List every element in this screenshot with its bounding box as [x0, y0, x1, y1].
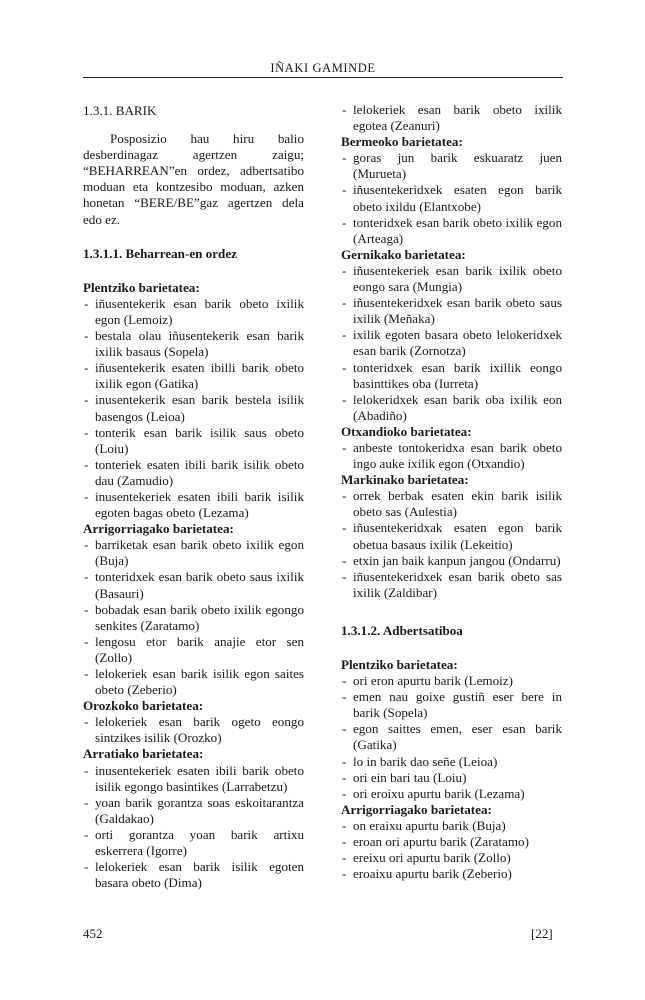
left-groups	[83, 280, 304, 892]
example-item: - emen nau goixe gustiñ eser bere in barik (Sopela)	[341, 689, 562, 721]
example-item: - ori eroixu apurtu barik (Lezama)	[341, 786, 562, 802]
header-rule	[83, 77, 563, 78]
example-item: - iñusentekerik esan barik obeto ixilik egon (Lemoiz)	[83, 296, 304, 328]
example-item: - on eraixu apurtu barik (Buja)	[341, 818, 562, 834]
example-item: - lelokeriek esan barik obeto ixilik egotea (Zeanuri)	[341, 102, 562, 134]
right-groups	[341, 134, 562, 601]
example-item: - ori eron apurtu barik (Lemoiz)	[341, 673, 562, 689]
example-item: - ixilik egoten basara obeto lelokeridxek esan barik (Zornotza)	[341, 327, 562, 359]
intro-paragraph: Posposizio hau hiru balio desberdinagaz agertzen zaigu; “BEHARREAN”en ordez, adbertsatibo moduan eta kontzesibo moduan, azken honetan “BERE/BE”gaz agertzen dela edo ez.	[83, 131, 304, 227]
variety-heading: Plentziko barietatea:	[83, 279, 200, 295]
example-item: - iñusentekerik esaten ibilli barik obeto ixilik egon (Gatika)	[83, 360, 304, 392]
example-item: - yoan barik gorantza soas eskoitarantza (Galdakao)	[83, 795, 304, 827]
variety-heading: Plentziko barietatea:	[341, 657, 458, 672]
variety-heading: Orozkoko barietatea:	[83, 698, 204, 714]
section-title: 1.3.1. BARIK	[83, 103, 157, 118]
right-groups-2	[341, 657, 562, 882]
example-item: - barriketak esan barik obeto ixilik egon (Buja)	[83, 537, 304, 569]
example-item: - tonteriek esaten ibili barik isilik obeto dau (Zamudio)	[83, 457, 304, 489]
example-item: - tonteridxek esan barik obeto ixilik egon (Arteaga)	[341, 215, 562, 247]
variety-heading: Arratiako barietatea:	[83, 746, 204, 762]
variety-heading: Otxandioko barietatea:	[341, 423, 472, 439]
example-item: - iñusentekeridxek esaten egon barik obeto ixildu (Elantxobe)	[341, 182, 562, 214]
example-item: - orrek berbak esaten ekin barik isilik obeto sas (Aulestia)	[341, 488, 562, 520]
example-item: - goras jun barik eskuaratz juen (Murueta)	[341, 150, 562, 182]
subsection-title-2: 1.3.1.2. Adbertsatiboa	[341, 622, 463, 638]
example-item: - eroaixu apurtu barik (Zeberio)	[341, 866, 562, 882]
example-item: - egon saittes emen, eser esan barik (Gatika)	[341, 721, 562, 753]
example-item: - bestala olau iñusentekerik esan barik ixilik basaus (Sopela)	[83, 328, 304, 360]
left-column	[83, 103, 304, 891]
example-item: - tonterik esan barik isilik saus obeto (Loiu)	[83, 425, 304, 457]
example-item: - orti gorantza yoan barik artixu eskerrera (Igorre)	[83, 827, 304, 859]
example-item: - ori ein bari tau (Loiu)	[341, 770, 562, 786]
example-item: - tonteridxek esan barik ixillik eongo basinttikes oba (Iurreta)	[341, 360, 562, 392]
example-item: - lengosu etor barik anajie etor sen (Zollo)	[83, 634, 304, 666]
example-item: - lo in barik dao señe (Leioa)	[341, 754, 562, 770]
example-item: - eroan ori apurtu barik (Zaratamo)	[341, 834, 562, 850]
right-column	[341, 102, 562, 882]
example-item: - inusentekeriek esaten ibili barik obeto isilik egongo basintikes (Larrabetzu)	[83, 763, 304, 795]
example-item: - inusentekerik esan barik bestela isilik basengos (Leioa)	[83, 392, 304, 424]
subsection-title: 1.3.1.1. Beharrean-en ordez	[83, 245, 237, 261]
example-item: - ereixu ori apurtu barik (Zollo)	[341, 850, 562, 866]
page-number: 452	[83, 926, 103, 941]
example-item: - inusentekeriek esaten ibili barik isilik egoten bagas obeto (Lezama)	[83, 489, 304, 521]
example-item: - iñusentekeriek esan barik ixilik obeto eongo sara (Mungia)	[341, 263, 562, 295]
example-item: - lelokeriek esan barik ogeto eongo sintzikes isilik (Orozko)	[83, 714, 304, 746]
example-item: - lelokeriek esan barik isilik egon saites obeto (Zeberio)	[83, 666, 304, 698]
example-item: - anbeste tontokeridxa esan barik obeto ingo auke ixilik egon (Otxandio)	[341, 440, 562, 472]
example-item: - lelokeriek esan barik isilik egoten basara obeto (Dima)	[83, 859, 304, 891]
variety-heading: Bermeoko barietatea:	[341, 134, 463, 150]
variety-heading: Arrigorriagako barietatea:	[83, 521, 234, 537]
example-item: - bobadak esan barik obeto ixilik egongo senkites (Zaratamo)	[83, 602, 304, 634]
example-item: - tonteridxek esan barik obeto saus ixilik (Basauri)	[83, 569, 304, 601]
example-item: - etxin jan baik kanpun jangou (Ondarru)	[341, 553, 562, 569]
example-item: - iñusentekeridxek esan barik obeto saus ixilik (Meñaka)	[341, 295, 562, 327]
variety-heading: Markinako barietatea:	[341, 472, 469, 488]
variety-heading: Arrigorriagako barietatea:	[341, 801, 492, 817]
running-head: IÑAKI GAMINDE	[270, 61, 376, 75]
example-item: - lelokeridxek esan barik oba ixilik eon (Abadiño)	[341, 392, 562, 424]
example-item: - iñusentekeridxak esaten egon barik obetua basaus ixilik (Lekeitio)	[341, 520, 562, 552]
bracket-number: [22]	[531, 926, 553, 941]
variety-heading: Gernikako barietatea:	[341, 246, 466, 262]
right-lead-items	[341, 102, 562, 134]
example-item: - iñusentekeridxek esan barik obeto sas ixilik (Zaldibar)	[341, 569, 562, 601]
